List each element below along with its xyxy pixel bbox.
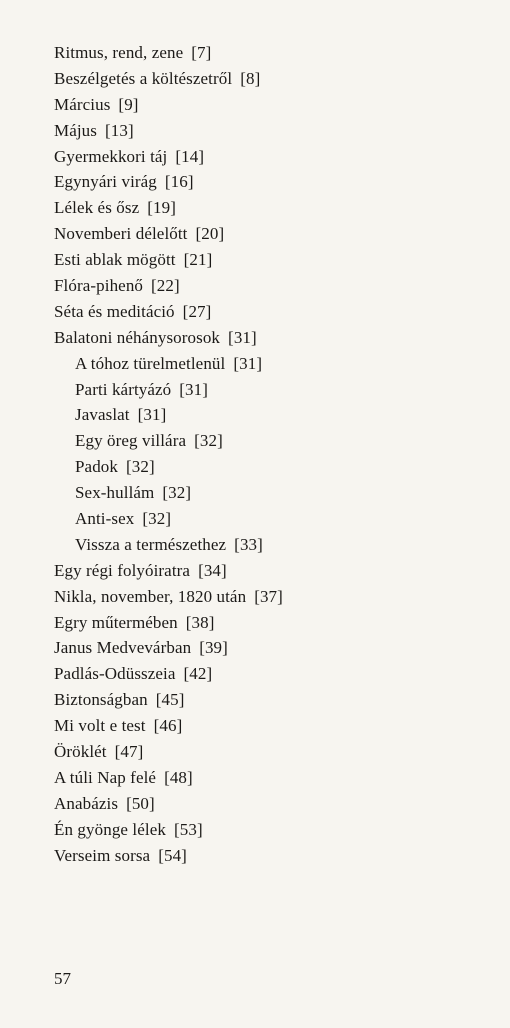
toc-entry-title: Anti-sex (75, 509, 135, 529)
toc-subentry (54, 454, 474, 480)
toc-entry-page: [ 31 ] (138, 405, 167, 424)
toc-entry-title: Balatoni néhánysorosok (54, 327, 221, 347)
toc-entry-page: [ 48 ] (164, 768, 193, 787)
toc-entry-title: Május (54, 120, 97, 140)
toc-entry-title: Biztonságban (54, 690, 148, 710)
toc-entry-page: [ 7 ] (191, 43, 211, 62)
toc-entry (54, 273, 474, 299)
toc-entry (54, 92, 474, 118)
toc-entry-page: [ 34 ] (198, 561, 227, 580)
toc-entry-title: Egynyári virág (54, 172, 157, 192)
toc-entry (54, 221, 474, 247)
toc-entry-title: Lélek és ősz (54, 198, 140, 218)
toc-entry-title: Javaslat (75, 405, 130, 425)
toc-entry-title: Nikla, november, 1820 után (54, 586, 247, 606)
toc-entry-title: A tóhoz türelmetlenül (75, 353, 226, 373)
toc-entry-title: Padlás-Odüsszeia (54, 664, 176, 684)
toc-entry-title: Egy öreg villára (75, 431, 187, 451)
toc-subentry (54, 532, 474, 558)
toc-entry (54, 817, 474, 843)
page-number: 57 (54, 969, 71, 988)
toc-entry-title: Padok (75, 457, 118, 477)
toc-entry (54, 118, 474, 144)
toc-subentry (54, 377, 474, 403)
toc-entry (54, 713, 474, 739)
toc-entry-page: [ 16 ] (165, 172, 194, 191)
toc-entry-title: Parti kártyázó (75, 379, 172, 399)
toc-entry-title: Esti ablak mögött (54, 250, 176, 270)
toc-entry-title: Én gyönge lélek (54, 819, 166, 839)
toc-entry-page: [ 9 ] (118, 95, 138, 114)
toc-entry-title: Anabázis (54, 793, 119, 813)
toc-entry-page: [ 8 ] (240, 69, 260, 88)
toc-entry-page: [ 47 ] (115, 742, 144, 761)
toc-entry-title: Novemberi délelőtt (54, 224, 188, 244)
toc-entry-title: Ritmus, rend, zene (54, 43, 184, 62)
toc-entry (54, 558, 474, 584)
toc-entry-title: Verseim sorsa (54, 845, 151, 865)
toc-entry (54, 247, 474, 273)
toc-entry-title: Séta és meditáció (54, 301, 175, 321)
toc-entry (54, 169, 474, 195)
toc-entry (54, 739, 474, 765)
toc-entry-title: Öröklét (54, 742, 107, 762)
toc-entry-page: [ 31 ] (179, 380, 208, 399)
toc-entry-title: A túli Nap felé (54, 767, 157, 787)
toc-entry-page: [ 31 ] (233, 354, 262, 373)
toc-entry (54, 584, 474, 610)
toc-entry (54, 325, 474, 351)
toc-entry-page: [ 22 ] (151, 276, 180, 295)
toc-entry (54, 843, 474, 869)
toc-entry-page: [ 54 ] (158, 846, 187, 865)
toc-entry-page: [ 27 ] (183, 302, 212, 321)
toc-entry-title: Egy régi folyóiratra (54, 560, 191, 580)
toc-entry-page: [ 46 ] (154, 716, 183, 735)
toc-subentry (54, 351, 474, 377)
toc-entry (54, 765, 474, 791)
toc-entry-page: [ 32 ] (162, 483, 191, 502)
toc-entry-title: Vissza a természethez (75, 534, 227, 554)
toc-entry-page: [ 21 ] (184, 250, 213, 269)
toc-entry-title: Janus Medvevárban (54, 638, 192, 658)
toc-entry-page: [ 37 ] (254, 587, 283, 606)
toc-subentry (54, 480, 474, 506)
toc-entry-title: Sex-hullám (75, 483, 155, 503)
toc-entry-page: [ 50 ] (126, 794, 155, 813)
toc-entry-title: Gyermekkori táj (54, 146, 168, 166)
toc-entry (54, 66, 474, 92)
toc-entry (54, 661, 474, 687)
toc-entry (54, 635, 474, 661)
toc-entry (54, 195, 474, 221)
toc-entry-page: [ 33 ] (234, 535, 263, 554)
toc-entry-page: [ 13 ] (105, 121, 134, 140)
toc-entry (54, 791, 474, 817)
toc-entry-title: Egry műtermében (54, 612, 178, 632)
toc-subentry (54, 506, 474, 532)
toc-entry (54, 299, 474, 325)
toc-entry-title: Mi volt e test (54, 716, 146, 736)
toc-entry-page: [ 42 ] (184, 664, 213, 683)
toc-entry-title: Flóra-pihenő (54, 276, 144, 296)
toc-entry-page: [ 32 ] (126, 457, 155, 476)
toc-entry-page: [ 19 ] (147, 198, 176, 217)
toc-entry-page: [ 20 ] (196, 224, 225, 243)
toc-entry-page: [ 32 ] (194, 431, 223, 450)
toc-entry-page: [ 32 ] (142, 509, 171, 528)
toc-entry-page: [ 14 ] (175, 147, 204, 166)
toc-entry (54, 40, 474, 66)
toc-entry-title: Beszélgetés a költészetről (54, 68, 233, 88)
toc-entry-page: [ 45 ] (156, 690, 185, 709)
toc-entry (54, 144, 474, 170)
toc-entry-title: Március (54, 94, 111, 114)
toc-entry-page: [ 53 ] (174, 820, 203, 839)
toc-entry-page: [ 31 ] (228, 328, 257, 347)
toc-subentry (54, 428, 474, 454)
toc-entry (54, 687, 474, 713)
toc-entry-page: [ 38 ] (186, 613, 215, 632)
toc-entry (54, 610, 474, 636)
table-of-contents (54, 40, 474, 869)
toc-entry-page: [ 39 ] (199, 638, 228, 657)
toc-subentry (54, 402, 474, 428)
